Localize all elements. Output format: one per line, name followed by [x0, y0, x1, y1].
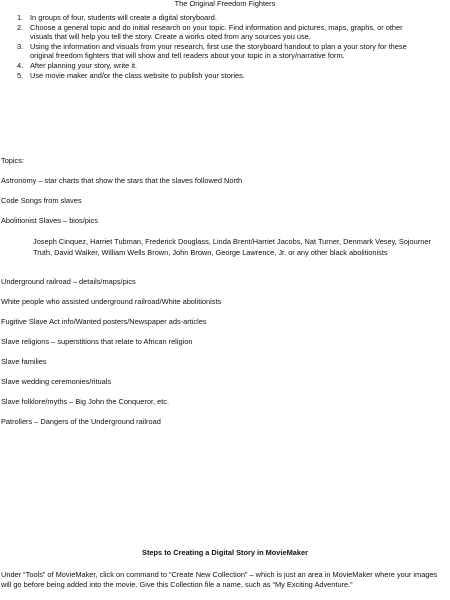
step-text: In groups of four, students will create a digital storyboard. — [30, 13, 217, 22]
step-text: Choose a general topic and do initial research on your topic. Find information and pictures, maps, graphs, or other visuals that will help you tell the story. Create a works cited from any sources you use. — [30, 22, 403, 42]
step-text: Using the information and visuals from your research, first use the storyboard handout to plan a your story for these original freedom fighters that will show and tell readers about your topic in a story/narrative form. — [30, 41, 407, 61]
topic-item: White people who assisted underground railroad/White abolitionists — [1, 297, 222, 306]
topic-item: Code Songs from slaves — [1, 196, 82, 205]
step-item — [0, 13, 420, 23]
topic-item: Patrollers – Dangers of the Underground railroad — [1, 417, 161, 426]
step-number: 2. — [17, 22, 24, 32]
topic-item: Slave folklore/myths – Big John the Conqueror, etc. — [1, 397, 170, 406]
moviemaker-heading: Steps to Creating a Digital Story in MovieMaker — [142, 548, 308, 557]
page-title: The Original Freedom Fighters — [174, 0, 276, 8]
topic-item: Slave families — [1, 357, 47, 366]
step-item — [0, 61, 420, 71]
topic-item: Underground railroad – details/maps/pics — [1, 277, 136, 286]
topic-item: Fugitive Slave Act info/Wanted posters/Newspaper ads-articles — [1, 317, 207, 326]
step-number: 1. — [17, 13, 24, 22]
step-number: 4. — [17, 60, 24, 70]
step-number: 3. — [17, 41, 24, 51]
step-text: Use movie maker and/or the class website to publish your stories. — [30, 70, 245, 80]
step-number: 5. — [17, 70, 24, 80]
topic-item: Abolitionist Slaves – bios/pics — [1, 216, 98, 225]
step-item — [0, 42, 420, 61]
topic-item: Astronomy – star charts that show the stars that the slaves followed North — [1, 176, 243, 185]
step-item — [0, 23, 420, 42]
moviemaker-intro-paragraph: Under “Tools” of MovieMaker, click on command to “Create New Collection” – which is just an area in MovieMaker where your images will go before being added into the movie. Give this Collection file a name, such as “My Exciting Adventure.” — [1, 570, 438, 589]
topics-heading: Topics: — [1, 156, 25, 165]
assignment-steps-list — [0, 13, 420, 80]
topic-item: Slave wedding ceremonies/rituals — [1, 377, 112, 386]
step-item — [0, 71, 420, 81]
abolitionist-names: Joseph Cinquez, Harriet Tubman, Frederick Douglass, Linda Brent/Harriet Jacobs, Nat Turner, Denmark Vesey, Sojourner Truth, David Walker, William Wells Brown, John Brown, George Lawrence, Jr. or any other black abolitionists — [33, 237, 431, 257]
topic-item: Slave religions – superstitions that relate to African religion — [1, 337, 193, 346]
step-text: After planning your story, write it. — [30, 60, 138, 70]
